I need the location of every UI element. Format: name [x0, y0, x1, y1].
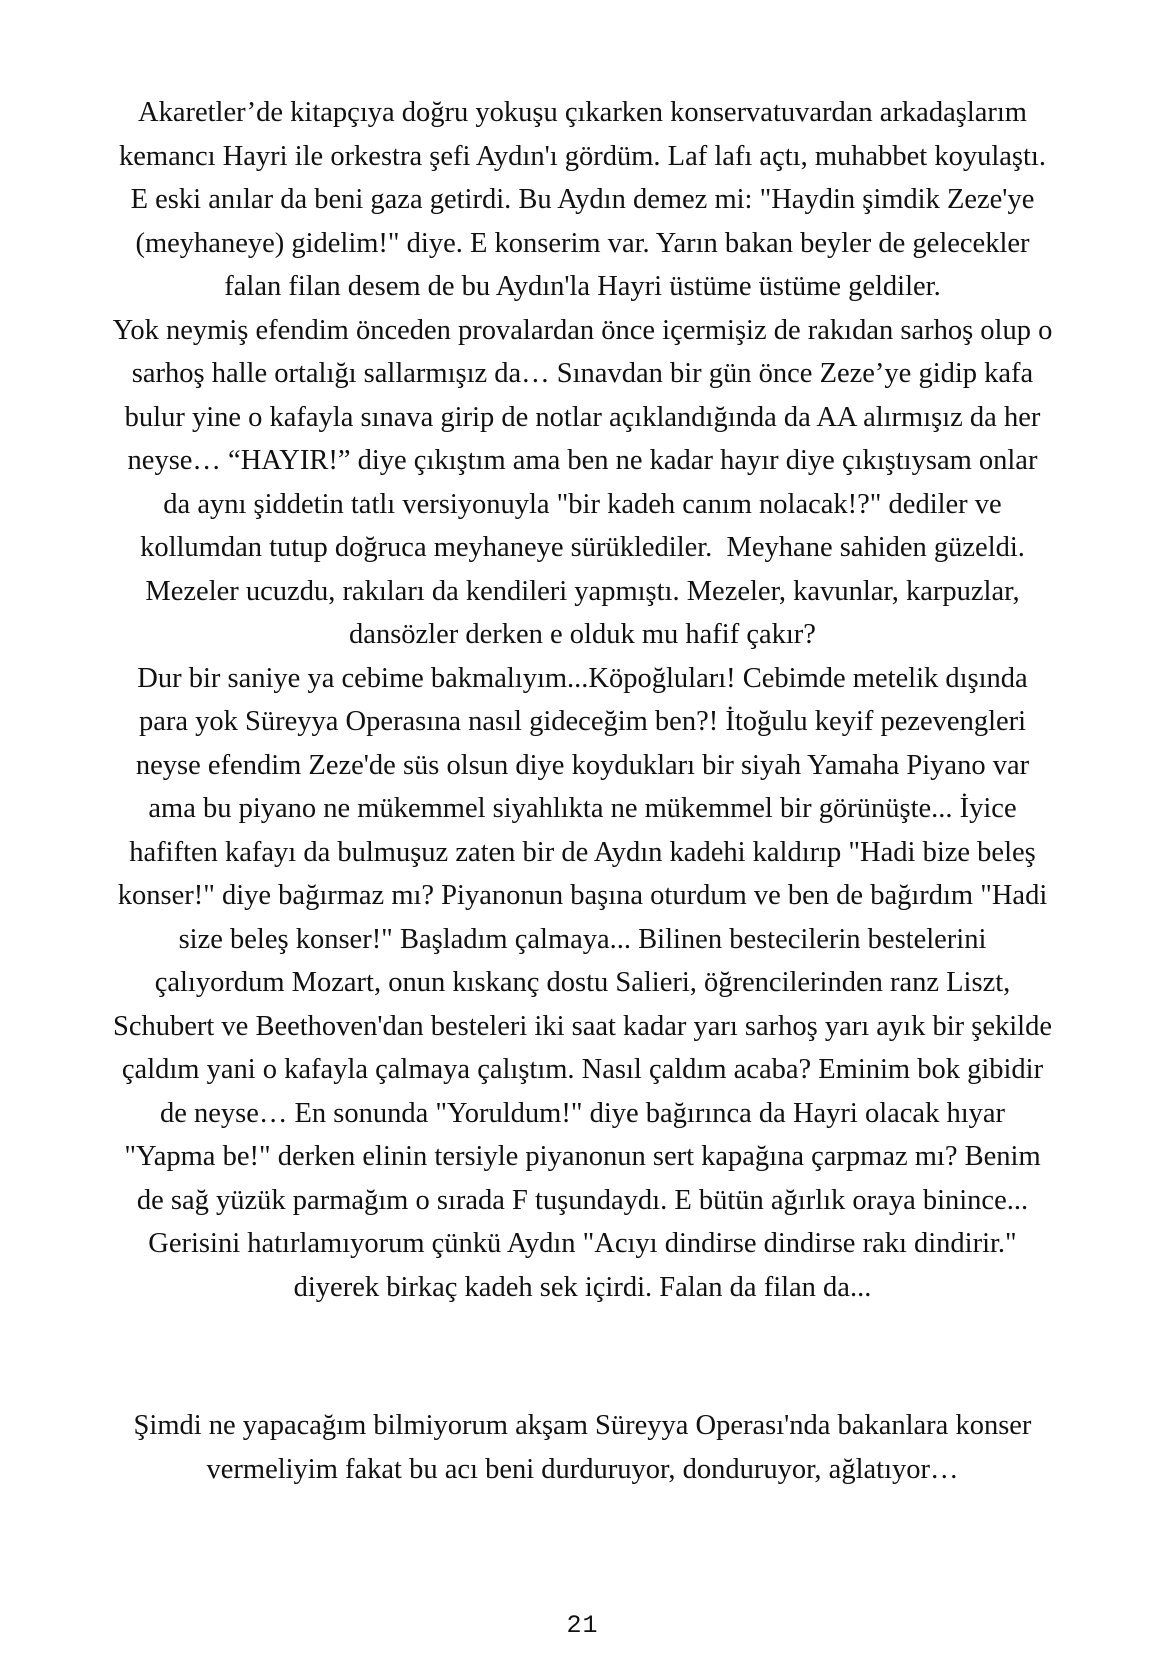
- text-line: Şimdi ne yapacağım bilmiyorum akşam Süreyya Operası'nda bakanlara konser: [133, 1410, 1032, 1441]
- text-line: dansözler derken e olduk mu hafif çakır?: [349, 619, 816, 650]
- text-line: de neyse… En sonunda "Yoruldum!" diye bağırınca da Hayri olacak hıyar: [159, 1097, 1006, 1129]
- main-paragraph: [20, 91, 1145, 1309]
- text-line: Schubert ve Beethoven'dan besteleri iki saat kadar yarı sarhoş yarı ayık bir şekilde: [113, 1010, 1052, 1042]
- page-number: 21: [566, 1611, 599, 1640]
- text-line: Dur bir saniye ya cebime bakmalıyım...Köpoğluları! Cebimde metelik dışında: [137, 662, 1028, 694]
- text-line: Gerisini hatırlamıyorum çünkü Aydın "Acıyı dindirse dindirse rakı dindirir.": [148, 1228, 1017, 1259]
- text-line: (meyhaneye) gidelim!" diye. E konserim var. Yarın bakan beyler de gelecekler: [135, 227, 1030, 259]
- text-line: Mezeler ucuzdu, rakıları da kendileri yapmıştı. Mezeler, kavunlar, karpuzlar,: [145, 575, 1020, 607]
- text-line: vermeliyim fakat bu acı beni durduruyor, donduruyor, ağlatıyor…: [206, 1453, 959, 1485]
- closing-paragraph: [20, 1404, 1145, 1491]
- text-line: kollumdan tutup doğruca meyhaneye sürüklediler. Meyhane sahiden güzeldi.: [140, 532, 1025, 563]
- text-line: neyse efendim Zeze'de süs olsun diye koydukları bir siyah Yamaha Piyano var: [135, 749, 1030, 781]
- text-line: diyerek birkaç kadeh sek içirdi. Falan da filan da...: [293, 1271, 872, 1303]
- text-line: çaldım yani o kafayla çalmaya çalıştım. Nasıl çaldım acaba? Eminim bok gibidir: [121, 1054, 1044, 1085]
- text-line: de sağ yüzük parmağım o sırada F tuşundaydı. E bütün ağırlık oraya binince...: [136, 1184, 1029, 1216]
- text-line: Akaretler’de kitapçıya doğru yokuşu çıkarken konservatuvardan arkadaşlarım: [138, 97, 1027, 128]
- text-line: hafiften kafayı da bulmuşuz zaten bir de Aydın kadehi kaldırıp "Hadi bize beleş: [129, 836, 1036, 868]
- text-line: size beleş konser!" Başladım çalmaya... Bilinen bestecilerin bestelerini: [178, 923, 987, 955]
- text-line: falan filan desem de bu Aydın'la Hayri üstüme üstüme geldiler.: [224, 271, 941, 302]
- text-line: konser!" diye bağırmaz mı? Piyanonun başına oturdum ve ben de bağırdım "Hadi: [117, 880, 1048, 911]
- text-line: E eski anılar da beni gaza getirdi. Bu Aydın demez mi: "Haydin şimdik Zeze'ye: [130, 184, 1035, 215]
- text-line: Yok neymiş efendim önceden provalardan önce içermişiz de rakıdan sarhoş olup o: [112, 314, 1053, 346]
- text-line: kemancı Hayri ile orkestra şefi Aydın'ı gördüm. Laf lafı açtı, muhabbet koyulaştı.: [119, 140, 1046, 172]
- text-line: "Yapma be!" derken elinin tersiyle piyanonun sert kapağına çarpmaz mı? Benim: [124, 1141, 1041, 1172]
- text-line: ama bu piyano ne mükemmel siyahlıkta ne mükemmel bir görünüşte... İyice: [148, 793, 1017, 824]
- text-line: para yok Süreyya Operasına nasıl gideceğim ben?! İtoğulu keyif pezevengleri: [138, 706, 1027, 737]
- text-line: çalıyordum Mozart, onun kıskanç dostu Salieri, öğrencilerinden ranz Liszt,: [154, 967, 1011, 998]
- text-line: neyse… “HAYIR!” diye çıkıştım ama ben ne kadar hayır diye çıkıştıysam onlar: [127, 445, 1038, 476]
- text-line: sarhoş halle ortalığı sallarmışız da… Sınavdan bir gün önce Zeze’ye gidip kafa: [131, 358, 1034, 389]
- text-line: bulur yine o kafayla sınava girip de notlar açıklandığında da AA alırmışız da her: [124, 401, 1041, 433]
- text-line: da aynı şiddetin tatlı versiyonuyla "bir kadeh canım nolacak!?" dediler ve: [163, 488, 1002, 520]
